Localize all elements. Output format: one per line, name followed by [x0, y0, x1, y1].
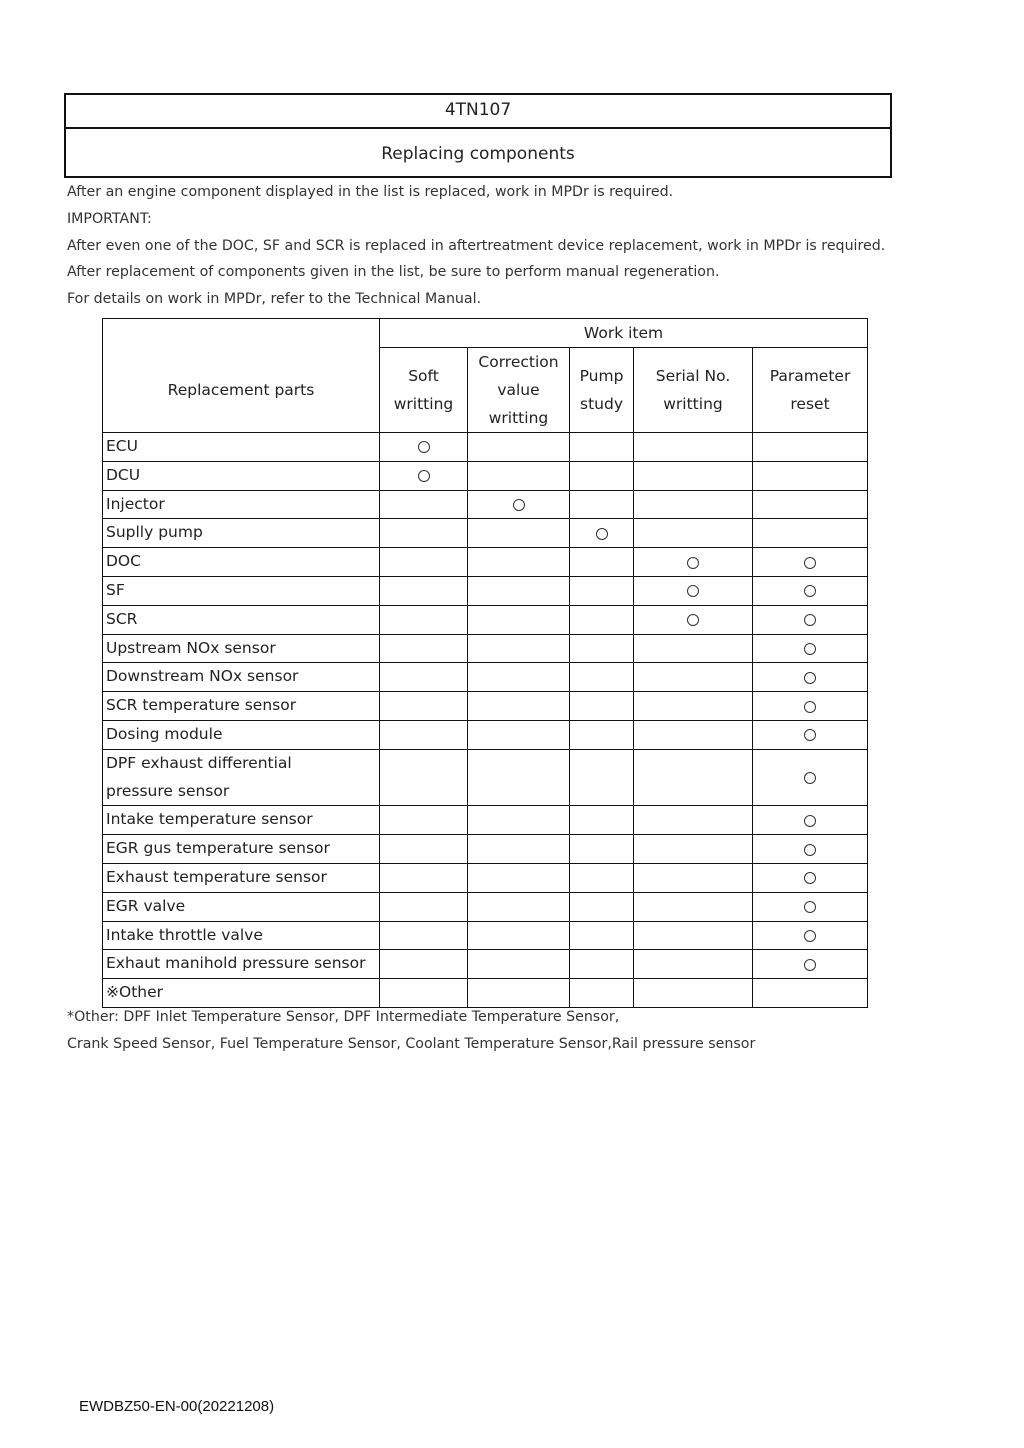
column-header-line: Soft [408, 367, 439, 385]
required-circle-icon [804, 959, 816, 971]
required-circle-icon [804, 672, 816, 684]
work-item-cell [634, 663, 753, 692]
intro-line: For details on work in MPDr, refer to the Technical Manual. [67, 291, 482, 308]
table-row [103, 950, 868, 979]
work-item-cell [634, 576, 753, 605]
work-item-cell [380, 921, 468, 950]
table-row [103, 806, 868, 835]
work-item-cell [753, 749, 868, 806]
work-item-cell [634, 950, 753, 979]
work-item-cell [468, 863, 570, 892]
work-item-cell [380, 806, 468, 835]
column-header-line: Parameter [769, 367, 851, 385]
work-item-cell [753, 634, 868, 663]
work-item-cell [753, 979, 868, 1008]
part-name: ※Other [103, 979, 380, 1008]
footnote-line: Crank Speed Sensor, Fuel Temperature Sensor, Coolant Temperature Sensor,Rail pressure sensor [67, 1035, 756, 1052]
part-name-line: pressure sensor [106, 781, 230, 800]
work-item-cell [570, 921, 634, 950]
page-title: Replacing components [381, 144, 575, 164]
work-item-cell [380, 749, 468, 806]
table-row [103, 548, 868, 577]
required-circle-icon [804, 729, 816, 741]
work-item-cell [468, 634, 570, 663]
required-circle-icon [804, 815, 816, 827]
work-item-cell [380, 461, 468, 490]
required-circle-icon [596, 528, 608, 540]
work-item-cell [634, 892, 753, 921]
part-name: Intake throttle valve [103, 921, 380, 950]
work-item-cell [570, 720, 634, 749]
part-name: Suplly pump [103, 519, 380, 548]
work-item-cell [753, 892, 868, 921]
work-item-cell [570, 835, 634, 864]
table-row [103, 835, 868, 864]
part-name: DOC [103, 548, 380, 577]
intro-line: After an engine component displayed in the list is replaced, work in MPDr is required. [67, 184, 674, 200]
part-name: EGR valve [103, 892, 380, 921]
work-item-cell [753, 519, 868, 548]
work-item-cell [570, 490, 634, 519]
work-item-cell [380, 950, 468, 979]
table-row [103, 433, 868, 462]
column-header-line: writting [393, 395, 454, 413]
work-item-cell [380, 519, 468, 548]
parts-table-body [103, 433, 868, 1008]
work-item-cell [570, 663, 634, 692]
work-item-cell [468, 605, 570, 634]
work-item-cell [468, 490, 570, 519]
part-name: Dosing module [103, 720, 380, 749]
part-name: SCR [103, 605, 380, 634]
part-name-line: DPF exhaust differential [106, 753, 292, 772]
table-row [103, 634, 868, 663]
part-name: SCR temperature sensor [103, 692, 380, 721]
work-item-cell [570, 461, 634, 490]
column-header-parameter-reset [753, 348, 868, 433]
column-header-line: reset [790, 395, 830, 413]
column-header-line: Correction [478, 353, 559, 371]
document-id: EWDBZ50-EN-00(20221208) [79, 1398, 275, 1415]
work-item-cell [753, 576, 868, 605]
work-item-cell [634, 835, 753, 864]
work-item-cell [468, 663, 570, 692]
title-box [64, 93, 892, 178]
required-circle-icon [418, 441, 430, 453]
table-row [103, 490, 868, 519]
required-circle-icon [687, 614, 699, 626]
work-item-cell [753, 663, 868, 692]
required-circle-icon [804, 643, 816, 655]
work-item-cell [468, 806, 570, 835]
work-item-cell [753, 461, 868, 490]
intro-line: After replacement of components given in the list, be sure to perform manual regeneration. [67, 264, 720, 281]
table-row [103, 749, 868, 806]
work-item-cell [468, 921, 570, 950]
work-item-cell [634, 749, 753, 806]
work-item-cell [634, 720, 753, 749]
table-row [103, 892, 868, 921]
part-name: Upstream NOx sensor [103, 634, 380, 663]
work-item-cell [468, 692, 570, 721]
intro-text [67, 179, 967, 313]
model-name: 4TN107 [66, 95, 890, 129]
work-item-cell [468, 720, 570, 749]
work-item-cell [570, 892, 634, 921]
work-item-cell [468, 950, 570, 979]
work-item-cell [634, 921, 753, 950]
work-item-cell [634, 605, 753, 634]
required-circle-icon [804, 614, 816, 626]
required-circle-icon [804, 901, 816, 913]
header-blank-cell [103, 319, 380, 348]
required-circle-icon [804, 585, 816, 597]
work-item-cell [380, 634, 468, 663]
work-item-cell [634, 634, 753, 663]
table-row [103, 692, 868, 721]
work-item-cell [570, 605, 634, 634]
work-item-cell [634, 692, 753, 721]
required-circle-icon [418, 470, 430, 482]
intro-line: IMPORTANT: [67, 210, 152, 227]
work-item-cell [634, 519, 753, 548]
work-item-cell [570, 548, 634, 577]
work-item-cell [570, 749, 634, 806]
required-circle-icon [804, 772, 816, 784]
part-name: Exhaut manihold pressure sensor [103, 950, 380, 979]
work-item-cell [753, 835, 868, 864]
work-item-cell [380, 835, 468, 864]
required-circle-icon [687, 585, 699, 597]
required-circle-icon [804, 872, 816, 884]
footnote [67, 1004, 755, 1058]
work-item-cell [380, 490, 468, 519]
work-item-cell [634, 490, 753, 519]
column-header-pump-study [570, 348, 634, 433]
work-item-cell [570, 576, 634, 605]
work-item-cell [753, 863, 868, 892]
work-item-cell [753, 950, 868, 979]
work-item-cell [570, 433, 634, 462]
part-name: Downstream NOx sensor [103, 663, 380, 692]
part-name: EGR gus temperature sensor [103, 835, 380, 864]
required-circle-icon [804, 701, 816, 713]
table-row [103, 576, 868, 605]
work-item-cell [753, 433, 868, 462]
part-name: Injector [103, 490, 380, 519]
work-item-cell [634, 548, 753, 577]
work-item-cell [634, 461, 753, 490]
part-name: SF [103, 576, 380, 605]
table-row [103, 605, 868, 634]
required-circle-icon [804, 844, 816, 856]
work-item-cell [753, 720, 868, 749]
part-name: DCU [103, 461, 380, 490]
work-item-cell [634, 433, 753, 462]
table-row [103, 461, 868, 490]
required-circle-icon [687, 557, 699, 569]
work-item-cell [380, 663, 468, 692]
footnote-line: *Other: DPF Inlet Temperature Sensor, DPF Intermediate Temperature Sensor, [67, 1009, 620, 1025]
work-item-cell [380, 863, 468, 892]
part-name: Intake temperature sensor [103, 806, 380, 835]
work-item-cell [380, 433, 468, 462]
required-circle-icon [804, 930, 816, 942]
work-item-cell [753, 692, 868, 721]
work-item-cell [468, 548, 570, 577]
work-item-cell [570, 806, 634, 835]
column-header-line: Serial No. [655, 367, 731, 385]
part-name: ECU [103, 433, 380, 462]
work-item-cell [468, 433, 570, 462]
work-item-cell [753, 806, 868, 835]
work-item-header: Work item [380, 319, 868, 348]
work-item-cell [380, 692, 468, 721]
intro-line: After even one of the DOC, SF and SCR is replaced in aftertreatment device replacement, work in MPDr is required. [67, 237, 886, 254]
work-item-cell [570, 692, 634, 721]
work-item-cell [468, 576, 570, 605]
work-item-cell [634, 863, 753, 892]
work-item-cell [468, 519, 570, 548]
required-circle-icon [804, 557, 816, 569]
table-row [103, 863, 868, 892]
column-header-correction-value-writting [468, 348, 570, 433]
work-item-cell [753, 605, 868, 634]
work-item-cell [380, 720, 468, 749]
column-header-line: writting [663, 395, 723, 413]
work-item-cell [753, 548, 868, 577]
part-name: Exhaust temperature sensor [103, 863, 380, 892]
column-header-soft-writting [380, 348, 468, 433]
table-row [103, 663, 868, 692]
table-row [103, 921, 868, 950]
work-item-cell [468, 461, 570, 490]
work-item-cell [570, 863, 634, 892]
replacement-parts-header: Replacement parts [103, 348, 380, 433]
work-item-cell [570, 519, 634, 548]
work-item-cell [753, 921, 868, 950]
work-item-cell [570, 950, 634, 979]
work-item-cell [753, 490, 868, 519]
part-name [103, 749, 380, 806]
column-header-line: Pump [579, 367, 624, 385]
column-header-line: value [497, 381, 540, 399]
work-item-cell [570, 634, 634, 663]
replacement-parts-table [102, 318, 868, 1008]
column-header-serial-no-writting [634, 348, 753, 433]
work-item-cell [634, 806, 753, 835]
work-item-cell [468, 749, 570, 806]
work-item-cell [468, 835, 570, 864]
work-item-cell [380, 576, 468, 605]
work-item-cell [468, 892, 570, 921]
required-circle-icon [513, 499, 525, 511]
work-item-cell [380, 605, 468, 634]
table-row [103, 720, 868, 749]
work-item-cell [380, 892, 468, 921]
table-row [103, 519, 868, 548]
work-item-cell [380, 548, 468, 577]
column-header-line: study [580, 395, 623, 413]
column-header-line: writting [488, 409, 549, 427]
